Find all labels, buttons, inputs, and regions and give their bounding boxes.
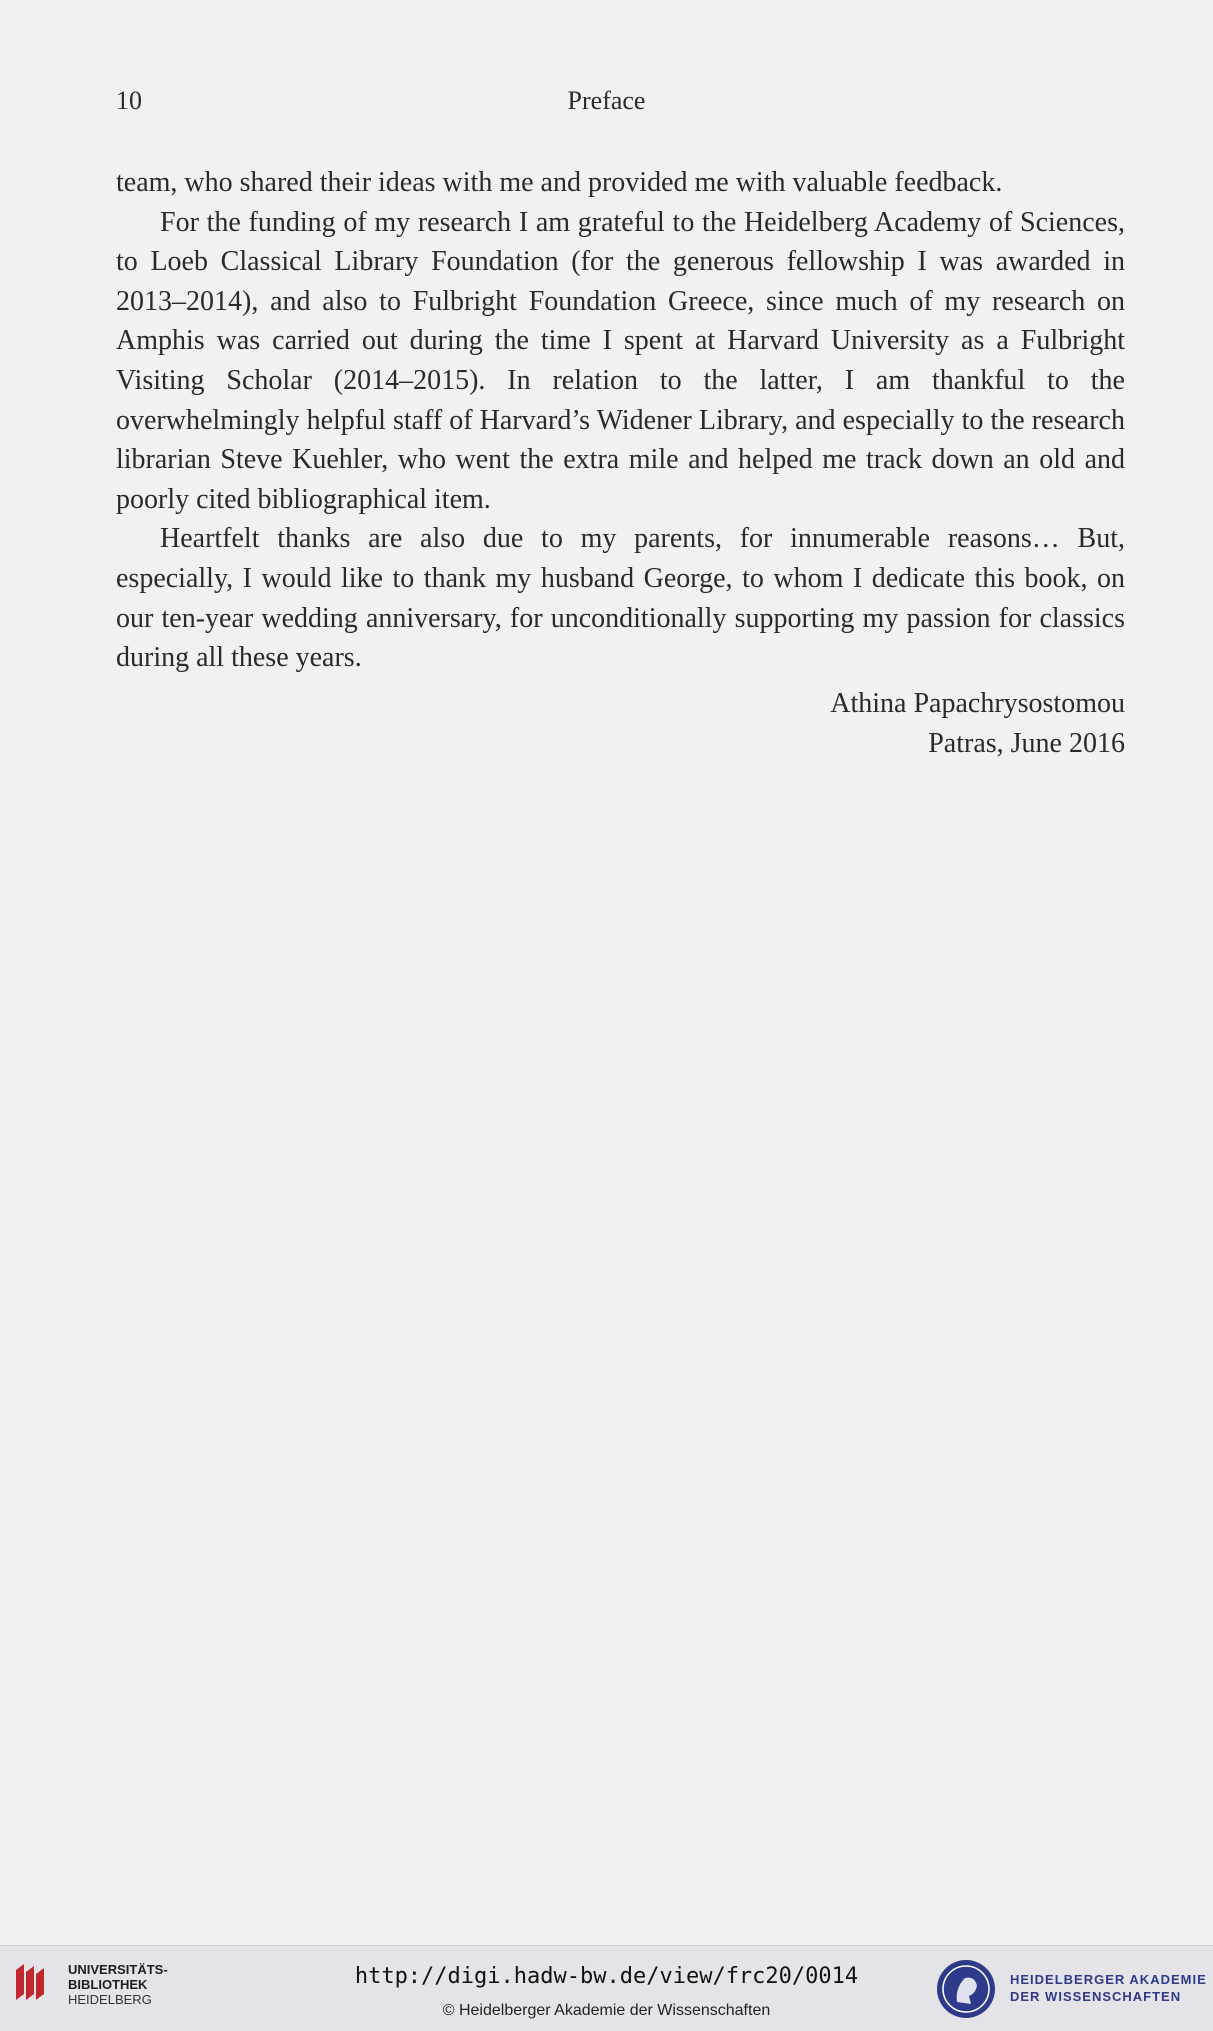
author-name: Athina Papachrysostomou	[830, 687, 1125, 719]
viewer-footer	[0, 1945, 1213, 2031]
copyright-notice: © Heidelberger Akademie der Wissenschaften	[442, 2002, 771, 2019]
library-name: UNIVERSITÄTS- BIBLIOTHEK HEIDELBERG	[68, 1962, 168, 2007]
academy-name: HEIDELBERGER AKADEMIE DER WISSENSCHAFTEN	[1010, 1972, 1207, 2004]
page-number: 10	[116, 86, 142, 115]
paragraph: For the funding of my research I am grateful to the Heidelberg Academy of Sciences, to Loeb Classical Library Foundation (for the generous fellowship I was awarded in 2013–2014), and also to Fulbright Foundation Greece, since much of my research on Amphis was carried out during the time I spent at Harvard University as a Fulbright Visiting Scholar (2014–2015). In relation to the latter, I am thankful to the overwhelmingly helpful staff of Harvard’s Widener Library, and especially to the research librarian Steve Kuehler, who went the extra mile and helped me track down an old and poorly cited bibliographical item.	[116, 206, 1125, 515]
paragraph: team, who shared their ideas with me and provided me with valuable feedback.	[116, 167, 1003, 198]
paragraph: Heartfelt thanks are also due to my parents, for innumerable reasons… But, especially, I would like to thank my husband George, to whom I dedicate this book, on our ten-year wedding anniversary, for unconditionally supporting my passion for classics during all these years.	[116, 523, 1125, 674]
running-title: Preface	[567, 86, 646, 115]
permalink-url[interactable]: http://digi.hadw-bw.de/view/frc20/0014	[354, 1964, 859, 1989]
running-head	[0, 86, 1213, 126]
hadw-seal-logo	[935, 1958, 997, 2020]
place-date: Patras, June 2016	[928, 727, 1125, 759]
signature-block	[116, 684, 1125, 764]
preface-body	[116, 163, 1125, 764]
